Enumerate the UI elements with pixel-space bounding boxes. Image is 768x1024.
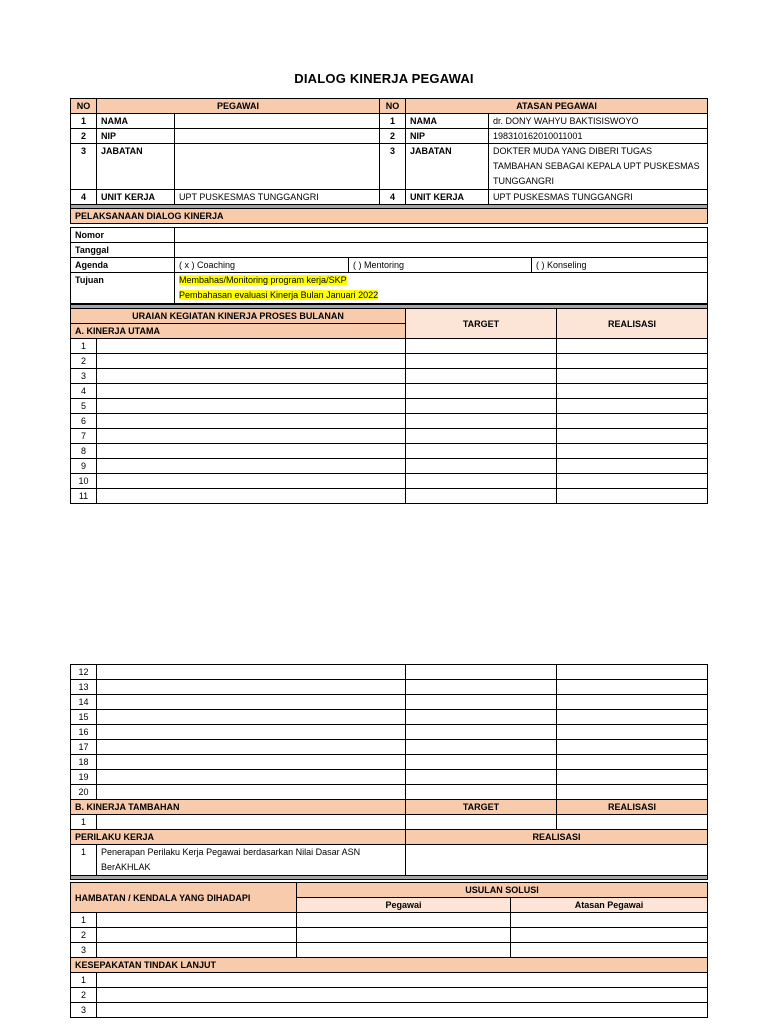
target-cell[interactable]: [406, 740, 557, 755]
realisasi-cell[interactable]: [557, 399, 708, 414]
kinerja-utama-row: [71, 399, 708, 414]
usulan-pegawai-cell[interactable]: [297, 943, 511, 958]
realisasi-cell[interactable]: [557, 354, 708, 369]
kinerja-utama-row: [71, 755, 708, 770]
uraian-cell[interactable]: [97, 665, 406, 680]
nomor-field[interactable]: [175, 228, 708, 243]
atasan-jabatan-field[interactable]: DOKTER MUDA YANG DIBERI TUGAS TAMBAHAN SEBAGAI KEPALA UPT PUSKESMAS TUNGGANGRI: [489, 144, 708, 190]
uraian-cell[interactable]: [97, 399, 406, 414]
uraian-cell[interactable]: [97, 474, 406, 489]
row-number: 12: [71, 665, 97, 680]
nomor-label: Nomor: [71, 228, 175, 243]
pegawai-nip-field[interactable]: [175, 129, 380, 144]
realisasi-cell[interactable]: [557, 444, 708, 459]
uraian-cell[interactable]: [97, 384, 406, 399]
atasan-unit-kerja-field[interactable]: UPT PUSKESMAS TUNGGANGRI: [489, 190, 708, 205]
row-number: 1: [71, 339, 97, 354]
pegawai-nama-field[interactable]: [175, 114, 380, 129]
pelaksanaan-table: [70, 227, 708, 304]
row-number: 3: [71, 1003, 97, 1018]
identity-no: 4: [71, 190, 97, 205]
kinerja-tambahan-heading: B. KINERJA TAMBAHAN: [71, 800, 406, 815]
target-cell[interactable]: [406, 665, 557, 680]
row-number: 8: [71, 444, 97, 459]
target-header: TARGET: [406, 309, 557, 339]
row-number: 16: [71, 725, 97, 740]
uraian-cell[interactable]: [97, 414, 406, 429]
identity-no: 1: [71, 114, 97, 129]
uraian-cell[interactable]: [97, 710, 406, 725]
identity-no: 3: [380, 144, 406, 190]
realisasi-cell[interactable]: [557, 369, 708, 384]
kinerja-utama-row: [71, 725, 708, 740]
row-number: 18: [71, 755, 97, 770]
realisasi-cell[interactable]: [557, 459, 708, 474]
row-number: 15: [71, 710, 97, 725]
document-title: DIALOG KINERJA PEGAWAI: [294, 71, 474, 86]
row-number: 17: [71, 740, 97, 755]
target-cell[interactable]: [406, 710, 557, 725]
realisasi-cell[interactable]: [557, 665, 708, 680]
realisasi-cell[interactable]: [557, 710, 708, 725]
kinerja-utama-row: [71, 339, 708, 354]
hambatan-heading: HAMBATAN / KENDALA YANG DIHADAPI: [71, 883, 297, 913]
kesepakatan-cell[interactable]: [97, 988, 708, 1003]
identity-no: 1: [380, 114, 406, 129]
hambatan-cell[interactable]: [97, 913, 297, 928]
header-no-left: NO: [71, 99, 97, 114]
row-number: 10: [71, 474, 97, 489]
uraian-cell[interactable]: [97, 695, 406, 710]
target-cell[interactable]: [406, 755, 557, 770]
kesepakatan-cell[interactable]: [97, 973, 708, 988]
pelaksanaan-heading: PELAKSANAAN DIALOG KINERJA: [71, 209, 708, 224]
target-cell[interactable]: [406, 384, 557, 399]
kinerja-utama-row: [71, 474, 708, 489]
row-number: 6: [71, 414, 97, 429]
row-number: 3: [71, 369, 97, 384]
identity-label: NAMA: [97, 114, 175, 129]
tambahan-target-cell[interactable]: [406, 815, 557, 830]
row-number: 19: [71, 770, 97, 785]
perilaku-text: Penerapan Perilaku Kerja Pegawai berdasarkan Nilai Dasar ASN BerAKHLAK: [97, 845, 406, 876]
tanggal-field[interactable]: [175, 243, 708, 258]
usulan-atasan-header: Atasan Pegawai: [511, 898, 708, 913]
usulan-atasan-cell[interactable]: [511, 928, 708, 943]
atasan-nama-field[interactable]: dr. DONY WAHYU BAKTISISWOYO: [489, 114, 708, 129]
usulan-pegawai-header: Pegawai: [297, 898, 511, 913]
pegawai-unit-kerja-field[interactable]: UPT PUSKESMAS TUNGGANGRI: [175, 190, 380, 205]
hambatan-cell[interactable]: [97, 943, 297, 958]
row-number: 13: [71, 680, 97, 695]
target-cell[interactable]: [406, 429, 557, 444]
uraian-table-page-2: [70, 664, 708, 880]
tujuan-line: Membahas/Monitoring program kerja/SKP: [179, 275, 347, 285]
target-cell[interactable]: [406, 474, 557, 489]
identity-label: JABATAN: [406, 144, 489, 190]
kinerja-utama-row: [71, 444, 708, 459]
row-number: 20: [71, 785, 97, 800]
header-pegawai: PEGAWAI: [97, 99, 380, 114]
usulan-atasan-cell[interactable]: [511, 913, 708, 928]
kinerja-utama-row: [71, 710, 708, 725]
tujuan-field[interactable]: [175, 273, 708, 304]
identity-label: JABATAN: [97, 144, 175, 190]
target-cell[interactable]: [406, 459, 557, 474]
realisasi-cell[interactable]: [557, 755, 708, 770]
realisasi-cell[interactable]: [557, 384, 708, 399]
kinerja-utama-row: [71, 680, 708, 695]
target-cell[interactable]: [406, 354, 557, 369]
uraian-cell[interactable]: [97, 429, 406, 444]
row-number: 3: [71, 943, 97, 958]
identity-label: NIP: [406, 129, 489, 144]
hambatan-cell[interactable]: [97, 928, 297, 943]
tambahan-uraian-cell[interactable]: [97, 815, 406, 830]
kinerja-utama-subheading: A. KINERJA UTAMA: [71, 324, 406, 339]
uraian-cell[interactable]: [97, 339, 406, 354]
agenda-label: Agenda: [71, 258, 175, 273]
header-atasan: ATASAN PEGAWAI: [406, 99, 708, 114]
target-cell[interactable]: [406, 489, 557, 504]
realisasi-cell[interactable]: [557, 339, 708, 354]
row-number: 1: [71, 913, 97, 928]
target-cell[interactable]: [406, 785, 557, 800]
row-number: 2: [71, 928, 97, 943]
tujuan-label: Tujuan: [71, 273, 175, 304]
kinerja-utama-row: [71, 459, 708, 474]
row-number: 7: [71, 429, 97, 444]
uraian-cell[interactable]: [97, 354, 406, 369]
target-cell[interactable]: [406, 399, 557, 414]
kinerja-utama-row: [71, 354, 708, 369]
header-no-right: NO: [380, 99, 406, 114]
kesepakatan-heading: KESEPAKATAN TINDAK LANJUT: [71, 958, 708, 973]
kinerja-utama-row: [71, 429, 708, 444]
target-cell[interactable]: [406, 444, 557, 459]
realisasi-cell[interactable]: [557, 429, 708, 444]
kinerja-utama-row: [71, 369, 708, 384]
agenda-option-konseling[interactable]: ( ) Konseling: [532, 258, 708, 273]
kinerja-utama-row: [71, 665, 708, 680]
kinerja-utama-row: [71, 740, 708, 755]
realisasi-cell[interactable]: [557, 474, 708, 489]
agenda-option-coaching[interactable]: ( x ) Coaching: [175, 258, 349, 273]
agenda-option-mentoring[interactable]: ( ) Mentoring: [349, 258, 532, 273]
row-number: 1: [71, 973, 97, 988]
row-number: 1: [71, 815, 97, 830]
target-cell[interactable]: [406, 339, 557, 354]
identity-label: UNIT KERJA: [406, 190, 489, 205]
target-cell[interactable]: [406, 369, 557, 384]
kinerja-utama-row: [71, 770, 708, 785]
row-number: 2: [71, 988, 97, 1003]
target-cell[interactable]: [406, 725, 557, 740]
uraian-cell[interactable]: [97, 459, 406, 474]
identity-no: 2: [71, 129, 97, 144]
tujuan-line: Pembahasan evaluasi Kinerja Bulan Januari 2022: [179, 290, 379, 300]
identity-label: UNIT KERJA: [97, 190, 175, 205]
atasan-nip-field[interactable]: 198310162010011001: [489, 129, 708, 144]
target-cell[interactable]: [406, 695, 557, 710]
row-number: 5: [71, 399, 97, 414]
usulan-pegawai-cell[interactable]: [297, 913, 511, 928]
uraian-cell[interactable]: [97, 740, 406, 755]
uraian-cell[interactable]: [97, 755, 406, 770]
row-number: 2: [71, 354, 97, 369]
row-number: 1: [71, 845, 97, 876]
realisasi-cell[interactable]: [557, 680, 708, 695]
form-table-page-1: [70, 98, 708, 224]
identity-label: NIP: [97, 129, 175, 144]
uraian-cell[interactable]: [97, 725, 406, 740]
identity-label: NAMA: [406, 114, 489, 129]
kinerja-utama-row: [71, 489, 708, 504]
tambahan-realisasi-cell[interactable]: [557, 815, 708, 830]
target-cell[interactable]: [406, 414, 557, 429]
tanggal-label: Tanggal: [71, 243, 175, 258]
realisasi-cell[interactable]: [557, 414, 708, 429]
identity-no: 2: [380, 129, 406, 144]
uraian-cell[interactable]: [97, 680, 406, 695]
identity-no: 4: [380, 190, 406, 205]
realisasi-cell[interactable]: [557, 785, 708, 800]
usulan-pegawai-cell[interactable]: [297, 928, 511, 943]
tambahan-realisasi-header: REALISASI: [557, 800, 708, 815]
perilaku-realisasi-cell[interactable]: [406, 845, 708, 876]
kinerja-utama-row: [71, 384, 708, 399]
kesepakatan-cell[interactable]: [97, 1003, 708, 1018]
hambatan-table: [70, 882, 708, 1018]
realisasi-cell[interactable]: [557, 489, 708, 504]
row-number: 11: [71, 489, 97, 504]
kinerja-utama-row: [71, 414, 708, 429]
pegawai-jabatan-field[interactable]: [175, 144, 380, 190]
target-cell[interactable]: [406, 680, 557, 695]
kinerja-utama-row: [71, 695, 708, 710]
uraian-table-page-1: [70, 304, 708, 504]
realisasi-header: REALISASI: [557, 309, 708, 339]
perilaku-realisasi-header: REALISASI: [406, 830, 708, 845]
realisasi-cell[interactable]: [557, 740, 708, 755]
usulan-solusi-header: USULAN SOLUSI: [297, 883, 708, 898]
kinerja-utama-row: [71, 785, 708, 800]
row-number: 9: [71, 459, 97, 474]
tambahan-target-header: TARGET: [406, 800, 557, 815]
realisasi-cell[interactable]: [557, 770, 708, 785]
row-number: 4: [71, 384, 97, 399]
row-number: 14: [71, 695, 97, 710]
uraian-heading: URAIAN KEGIATAN KINERJA PROSES BULANAN: [71, 309, 406, 324]
realisasi-cell[interactable]: [557, 695, 708, 710]
target-cell[interactable]: [406, 770, 557, 785]
realisasi-cell[interactable]: [557, 725, 708, 740]
perilaku-kerja-heading: PERILAKU KERJA: [71, 830, 406, 845]
uraian-cell[interactable]: [97, 770, 406, 785]
usulan-atasan-cell[interactable]: [511, 943, 708, 958]
uraian-cell[interactable]: [97, 444, 406, 459]
uraian-cell[interactable]: [97, 785, 406, 800]
uraian-cell[interactable]: [97, 369, 406, 384]
uraian-cell[interactable]: [97, 489, 406, 504]
identity-no: 3: [71, 144, 97, 190]
